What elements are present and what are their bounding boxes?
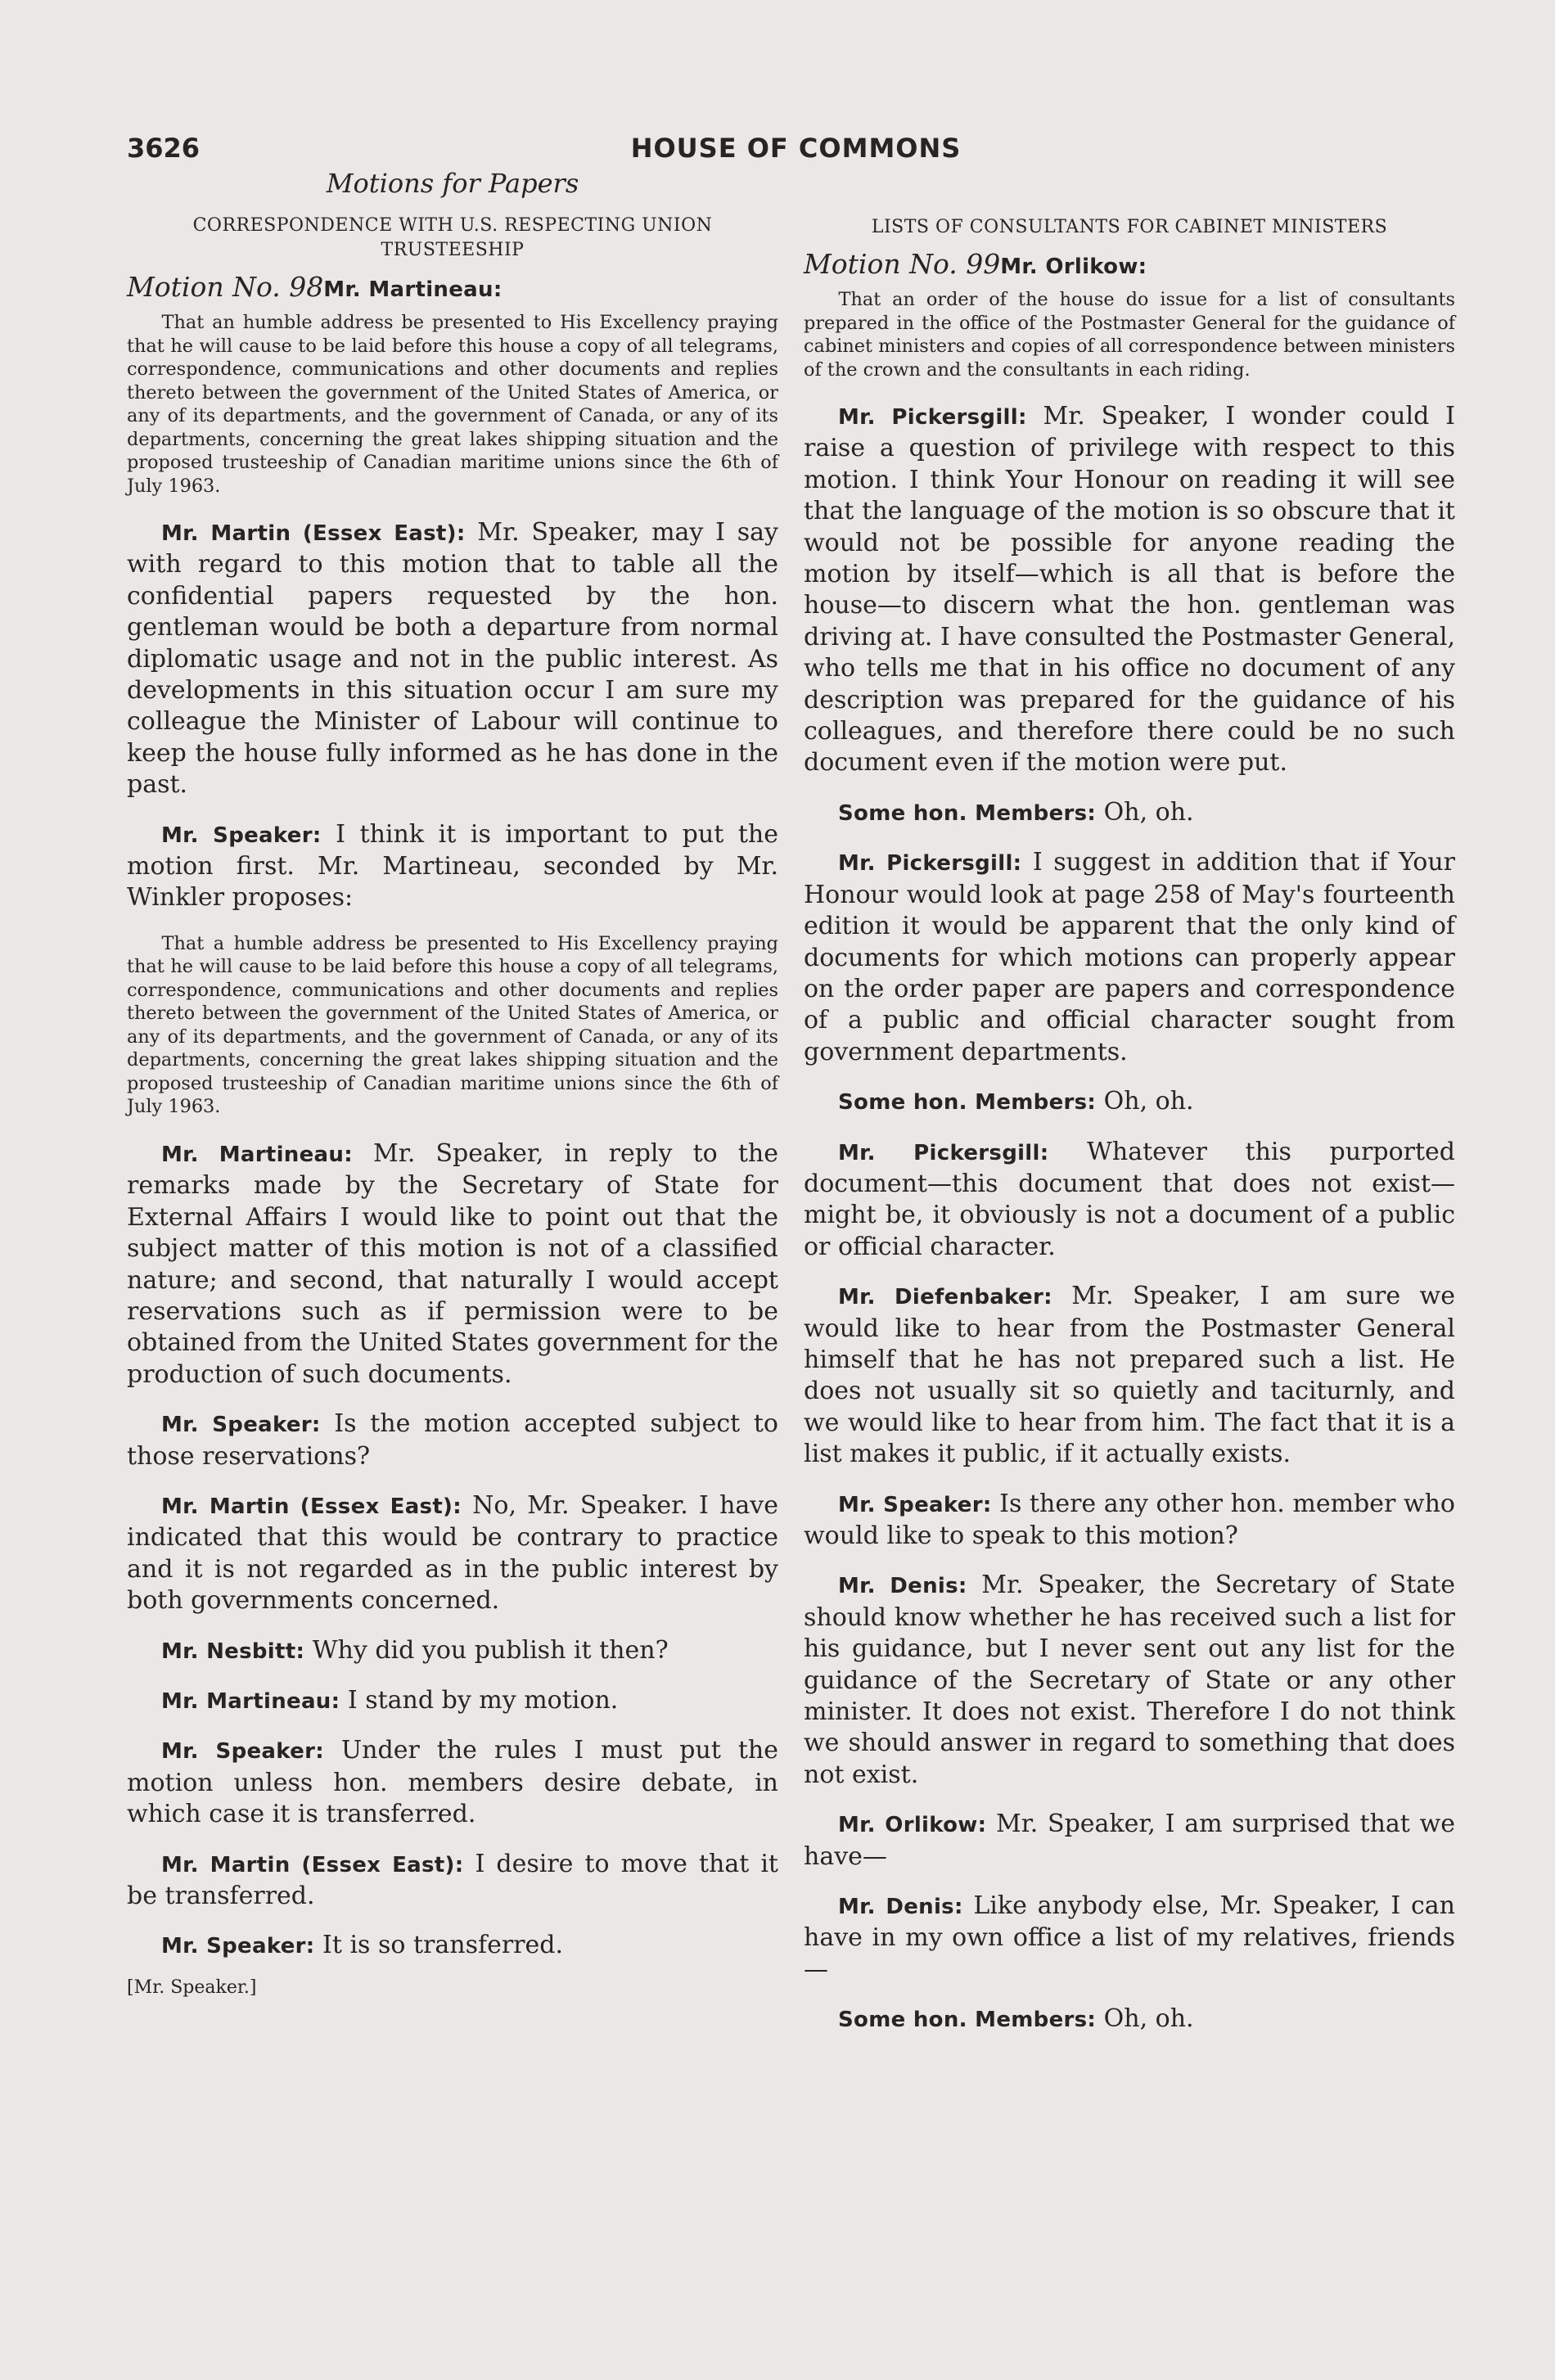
speech bbox=[804, 1281, 1455, 1470]
speaker-name: Mr. Diefenbaker: bbox=[838, 1285, 1052, 1310]
journal-title: HOUSE OF COMMONS bbox=[630, 133, 962, 164]
speech-text: No, Mr. Speaker. I have indicated that this would be contrary to practice and it is not regarded as in the public interest by both governments concerned. bbox=[127, 1490, 778, 1616]
footer-speaker-note: [Mr. Speaker.] bbox=[127, 1977, 257, 1998]
speaker-name: Mr. Nesbitt: bbox=[161, 1639, 305, 1664]
speech-text: Mr. Speaker, may I say with regard to this motion that to table all the confidential papers requested by the hon. gentleman would be both a departure from normal diplomatic usage and not in the public interest. As developments in this situation occur I am sure my colleague the Minister of Labour will continue to keep the house fully informed as he has done in the past. bbox=[127, 518, 778, 800]
speech-text: Mr. Speaker, I am surprised that we have— bbox=[804, 1810, 1456, 1871]
speech-text: Is the motion accepted subject to those reservations? bbox=[127, 1409, 778, 1471]
speech-text: I think it is important to put the motion first. Mr. Martineau, seconded by Mr. Winkler proposes: bbox=[127, 819, 778, 913]
motion-heading: CORRESPONDENCE WITH U.S. RESPECTING UNION TRUSTEESHIP bbox=[192, 215, 713, 260]
speaker-name: Mr. Denis: bbox=[838, 1574, 967, 1599]
speech-text: Oh, oh. bbox=[1096, 1087, 1194, 1116]
speaker-name: Some hon. Members: bbox=[838, 2008, 1097, 2033]
speech bbox=[804, 2004, 1455, 2035]
speech bbox=[127, 1490, 778, 1617]
speech-text: Mr. Speaker, in reply to the remarks made by the Secretary of State for External Affairs I would like to point out that the subject matter of this motion is not of a classified nature; and second, that naturally I would accept reservations such as if permission were to be obtained from the United States government for the production of such documents. bbox=[127, 1138, 778, 1389]
speech-text: Oh, oh. bbox=[1096, 2004, 1194, 2034]
speech bbox=[127, 1138, 778, 1391]
speaker-name: Mr. Martineau: bbox=[161, 1142, 353, 1167]
speech-text: Oh, oh. bbox=[1096, 797, 1194, 827]
speech-text: It is so transferred. bbox=[314, 1931, 564, 1960]
left-column bbox=[127, 168, 778, 1998]
speaker-name: Mr. Denis: bbox=[838, 1895, 963, 1920]
speaker-name: Mr. Speaker: bbox=[161, 1739, 324, 1765]
motion-number: Motion No. 98 bbox=[127, 271, 324, 303]
speaker-name: Mr. Pickersgill: bbox=[838, 405, 1027, 430]
motion-mover: Mr. Orlikow: bbox=[1000, 255, 1147, 279]
speech bbox=[127, 517, 778, 801]
speech bbox=[804, 1086, 1455, 1118]
speaker-name: Mr. Speaker: bbox=[161, 1934, 315, 1959]
speaker-name: Mr. Speaker: bbox=[838, 1492, 992, 1517]
quoted-motion: That a humble address be presented to His Excellency praying that he will cause to be laid before this house a copy of all telegrams, correspondence, communications and other documents and replies thereto between the government of the United States of America, or any of its departments, and the government of Canada, or any of its departments, concerning the great lakes shipping situation and the proposed trusteeship of Canadian maritime unions since the 6th of July 1963. bbox=[127, 932, 778, 1118]
speaker-name: Mr. Pickersgill: bbox=[838, 851, 1022, 877]
speech-text: Why did you publish it then? bbox=[304, 1635, 669, 1665]
motion-line bbox=[804, 248, 1455, 283]
speech-text: I desire to move that it be transferred. bbox=[127, 1849, 778, 1910]
speaker-name: Mr. Martin (Essex East): bbox=[161, 1494, 462, 1519]
speech bbox=[127, 1685, 778, 1717]
speech-text: Whatever this purported document—this document that does not exist—might be, it obviously is not a document of a public or official character. bbox=[804, 1137, 1455, 1261]
speaker-name: Mr. Martin (Essex East): bbox=[161, 1852, 464, 1877]
speech-text: I suggest in addition that if Your Honour would look at page 258 of May's fourteenth edition it would be apparent that the only kind of documents for which motions can properly appear on the order paper are papers and correspondence of a public and official character sought from government departments. bbox=[804, 848, 1455, 1066]
speech bbox=[804, 797, 1455, 829]
speech-text: Mr. Speaker, I wonder could I raise a question of privilege with respect to this motion. I think Your Honour on reading it will see that the language of the motion is so obscure that it would not be possible for anyone reading the motion by itself—which is all that is before the house—to discern what the hon. gentleman was driving at. I have consulted the Postmaster General, who tells me that in his office no document of any description was prepared for the guidance of his colleagues, and therefore there could be no such document even if the motion were put. bbox=[804, 402, 1455, 778]
motion-number: Motion No. 99 bbox=[804, 248, 1001, 280]
speaker-name: Some hon. Members: bbox=[838, 800, 1097, 826]
motion-text: That an humble address be presented to His Excellency praying that he will cause to be laid before this house a copy of all telegrams, correspondence, communications and other documents and replies thereto between the government of the United States of America, or any of its departments, and the government of Canada, or any of its departments, concerning the great lakes shipping situation and the proposed trusteeship of Canadian maritime unions since the 6th of July 1963. bbox=[127, 312, 778, 497]
speech-text: Mr. Speaker, the Secretary of State should know whether he has received such a list for his guidance, but I never sent out any list for the guidance of the Secretary of State or any other minister. It does not exist. Therefore I do not think we should answer in regard to something that does not exist. bbox=[804, 1571, 1455, 1789]
section-title: Motions for Papers bbox=[326, 168, 579, 199]
speaker-name: Mr. Pickersgill: bbox=[838, 1140, 1049, 1165]
speaker-name: Mr. Orlikow: bbox=[838, 1813, 987, 1838]
speech bbox=[804, 1137, 1455, 1264]
speech bbox=[127, 1930, 778, 1962]
motion-mover: Mr. Martineau: bbox=[323, 277, 503, 302]
speech-text: Like anybody else, Mr. Speaker, I can have in my own office a list of my relatives, friends— bbox=[804, 1891, 1455, 1984]
speech bbox=[127, 1635, 778, 1667]
speech bbox=[127, 1735, 778, 1830]
speech bbox=[804, 1570, 1455, 1791]
speaker-name: Mr. Speaker: bbox=[161, 823, 322, 848]
speech bbox=[804, 847, 1455, 1068]
speech-text: I stand by my motion. bbox=[340, 1685, 619, 1715]
right-column bbox=[804, 168, 1455, 2054]
speaker-name: Mr. Martineau: bbox=[161, 1688, 340, 1714]
speech bbox=[127, 819, 778, 914]
speech bbox=[804, 1809, 1455, 1873]
speech bbox=[804, 401, 1455, 779]
speech bbox=[127, 1849, 778, 1913]
motion-heading: LISTS OF CONSULTANTS FOR CABINET MINISTERS bbox=[871, 217, 1388, 237]
speaker-name: Mr. Speaker: bbox=[161, 1413, 321, 1438]
motion-text: That an order of the house do issue for a list of consultants prepared in the office of the Postmaster General for the guidance of cabinet ministers and copies of all correspondence between ministers of the crown and the consultants in each riding. bbox=[804, 289, 1455, 381]
motion-line bbox=[127, 271, 778, 306]
speaker-name: Mr. Martin (Essex East): bbox=[161, 521, 466, 546]
page-number: 3626 bbox=[127, 133, 201, 164]
speech-text: Is there any other hon. member who would like to speak to this motion? bbox=[804, 1489, 1455, 1550]
speech-text: Under the rules I must put the motion unless hon. members desire debate, in which case it is transferred. bbox=[127, 1736, 778, 1829]
speech bbox=[127, 1409, 778, 1472]
speech-text: Mr. Speaker, I am sure we would like to hear from the Postmaster General himself that he has not prepared such a list. He does not usually sit so quietly and taciturnly, and we would like to hear from him. The fact that it is a list makes it public, if it actually exists. bbox=[804, 1282, 1455, 1469]
speech bbox=[804, 1489, 1455, 1553]
speech bbox=[804, 1891, 1455, 1986]
speaker-name: Some hon. Members: bbox=[838, 1090, 1097, 1116]
